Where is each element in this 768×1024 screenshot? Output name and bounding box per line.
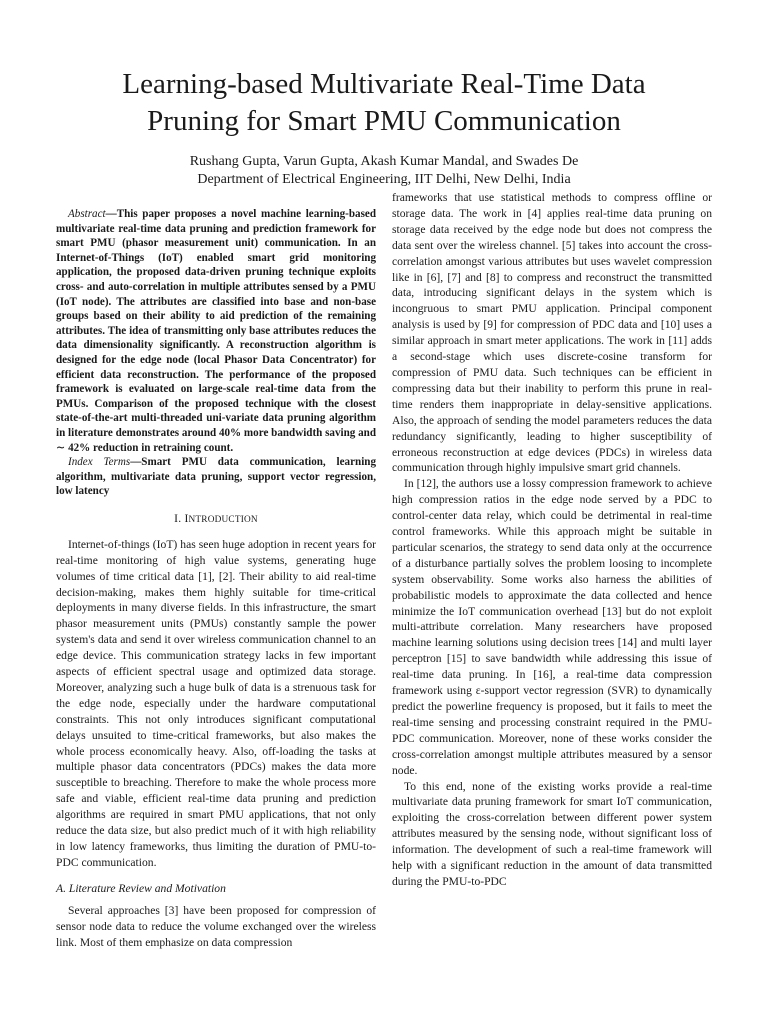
index-terms-label: Index Terms: [68, 456, 131, 469]
abstract-text: —This paper proposes a novel machine learning-based multivariate real-time data pruning and prediction framework for smart PMU (phasor measurement unit) communication. In an Internet-of-Things (IoT) enabled smart grid monitoring application, the proposed data-driven pruning technique exploits cross- and auto-correlation in multiple attributes sensed by a PMU (IoT node). The attributes are classified into base and non-base groups based on their ability to aid prediction of the remaining attributes. The idea of transmitting only base attributes reduces the data dimensionality significantly. A reconstruction algorithm is designed for the edge node (local Phasor Data Concentrator) for efficient data reconstruction. The performance of the proposed framework is evaluated on large-scale real-time data from the PMUs. Comparison of the proposed technique with the closest state-of-the-art multi-threaded uni-variate data pruning algorithm in literature demonstrates around 40% more bandwidth saving and ∼ 42% reduction in retraining count.: [56, 208, 376, 454]
paper-title: [40, 66, 728, 140]
section-title-rest: NTRODUCTION: [188, 514, 258, 525]
right-paragraph-2: In [12], the authors use a lossy compression framework to achieve high compression ratios in the edge node served by a PDC to control-center data relay, which could be detrimental in real-time control frameworks. While this approach might be suitable in particular scenarios, the strategy to send data only at the occurrence of a disturbance partially solves the problem loosing to incomplete system observability. Some works also harness the abilities of probabilistic models to approximate the data collected and hence minimize the IoT communication overhead [13] but do not exploit multi-attribute correlation. Many researchers have proposed machine learning solutions using decision trees [14] and multi layer perceptron [15] to save bandwidth while addressing this issue of real-time data pruning. In [16], a real-time data compression framework using ε-support vector regression (SVR) to dynamically predict the powerline frequency is proposed, but it fails to meet the real-time sensing and processing constraint required in the PMU-PDC communication. Moreover, none of these works consider the cross-correlation amongst multiple attributes measured by a sensor node.: [392, 477, 712, 777]
section-numeral: I.: [174, 511, 182, 525]
section-heading-introduction: [56, 511, 376, 529]
author-affiliation: Department of Electrical Engineering, IIT Delhi, New Delhi, India: [197, 172, 571, 187]
title-line-2: Pruning for Smart PMU Communication: [147, 105, 621, 137]
title-line-1: Learning-based Multivariate Real-Time Data: [122, 68, 646, 100]
index-terms: [56, 455, 376, 499]
intro-paragraph-1: Internet-of-things (IoT) has seen huge adoption in recent years for real-time monitoring of high value systems, generating huge volumes of time critical data [1], [2]. Their ability to aid real-time decision-making, makes them highly suitable for time-critical deployments in many diverse fields. In this infrastructure, the smart phasor measurement units (PMUs) constantly sample the power system's data and send it over wireless communication channel to an edge device. This communication strategy lacks in few important aspects of efficient spectral usage and optimized data storage. Moreover, analyzing such a huge bulk of data is a strenuous task for the edge node, especially under the hardware computational constraints. This not only introduces significant computational delays unsuited to time-critical frameworks, but also makes the whole process economically heavy. Also, off-loading the tasks at multiple phasor data concentrators (PDCs) makes the data more susceptible to breaching. Therefore to make the whole process more safe and viable, efficient real-time data pruning and prediction algorithms are required in smart PMU applications, that not only reduce the data size, but also predict much of it with high reliability in low latency frameworks, thus limiting the duration of PMU-to-PDC communication.: [56, 537, 376, 869]
abstract: [56, 207, 376, 455]
right-column: [392, 190, 712, 890]
right-paragraph-1: frameworks that use statistical methods to compress offline or storage data. The work in [4] applies real-time data pruning on storage data received by the edge node but does not compress the data sent over the wireless channel. [5] takes into account the cross-correlation amongst various attributes but uses wavelet compression like in [6], [7] and [8] to compress and reconstruct the transmitted data, introducing significant delays in the system which is incongruous to smart PMU application. Principal component analysis is used by [9] for compression of PDC data and [10] uses a similar approach in smart meter applications. The work in [11] adds a second-stage which uses discrete-cosine transform for compression of PMU data. Such techniques can be efficient in compressing data but their inability to perform this prune in real-time renders them inappropriate in delay-sensitive applications. Also, the approach of sending the model parameters reduces the data redundancy significantly, leading to higher susceptibility of erroneous reconstruction at edge devices (PDCs) in wireless data communication through highly impulsive smart grid channels.: [392, 191, 712, 475]
index-terms-text: —Smart PMU data communication, learning algorithm, multivariate data pruning, support vector regression, low latency: [56, 456, 376, 498]
abstract-label: Abstract: [68, 208, 106, 220]
author-block: [40, 153, 728, 189]
right-paragraph-3: To this end, none of the existing works provide a real-time multivariate data pruning framework for smart IoT communication, exploiting the cross-correlation between different power system attributes measured by the sensing node, without significant loss of information. The development of such a real-time framework will help with a significant reduction in the amount of data transmitted during the PMU-to-PDC: [392, 779, 712, 888]
left-column: [56, 207, 376, 950]
literature-paragraph-1: Several approaches [3] have been proposed for compression of sensor node data to reduce the volume exchanged over the wireless link. Most of them emphasize on data compression: [56, 903, 376, 949]
section-title-first: I: [184, 511, 189, 525]
author-names: Rushang Gupta, Varun Gupta, Akash Kumar Mandal, and Swades De: [189, 154, 579, 169]
subsection-heading-literature: A. Literature Review and Motivation: [56, 881, 226, 895]
